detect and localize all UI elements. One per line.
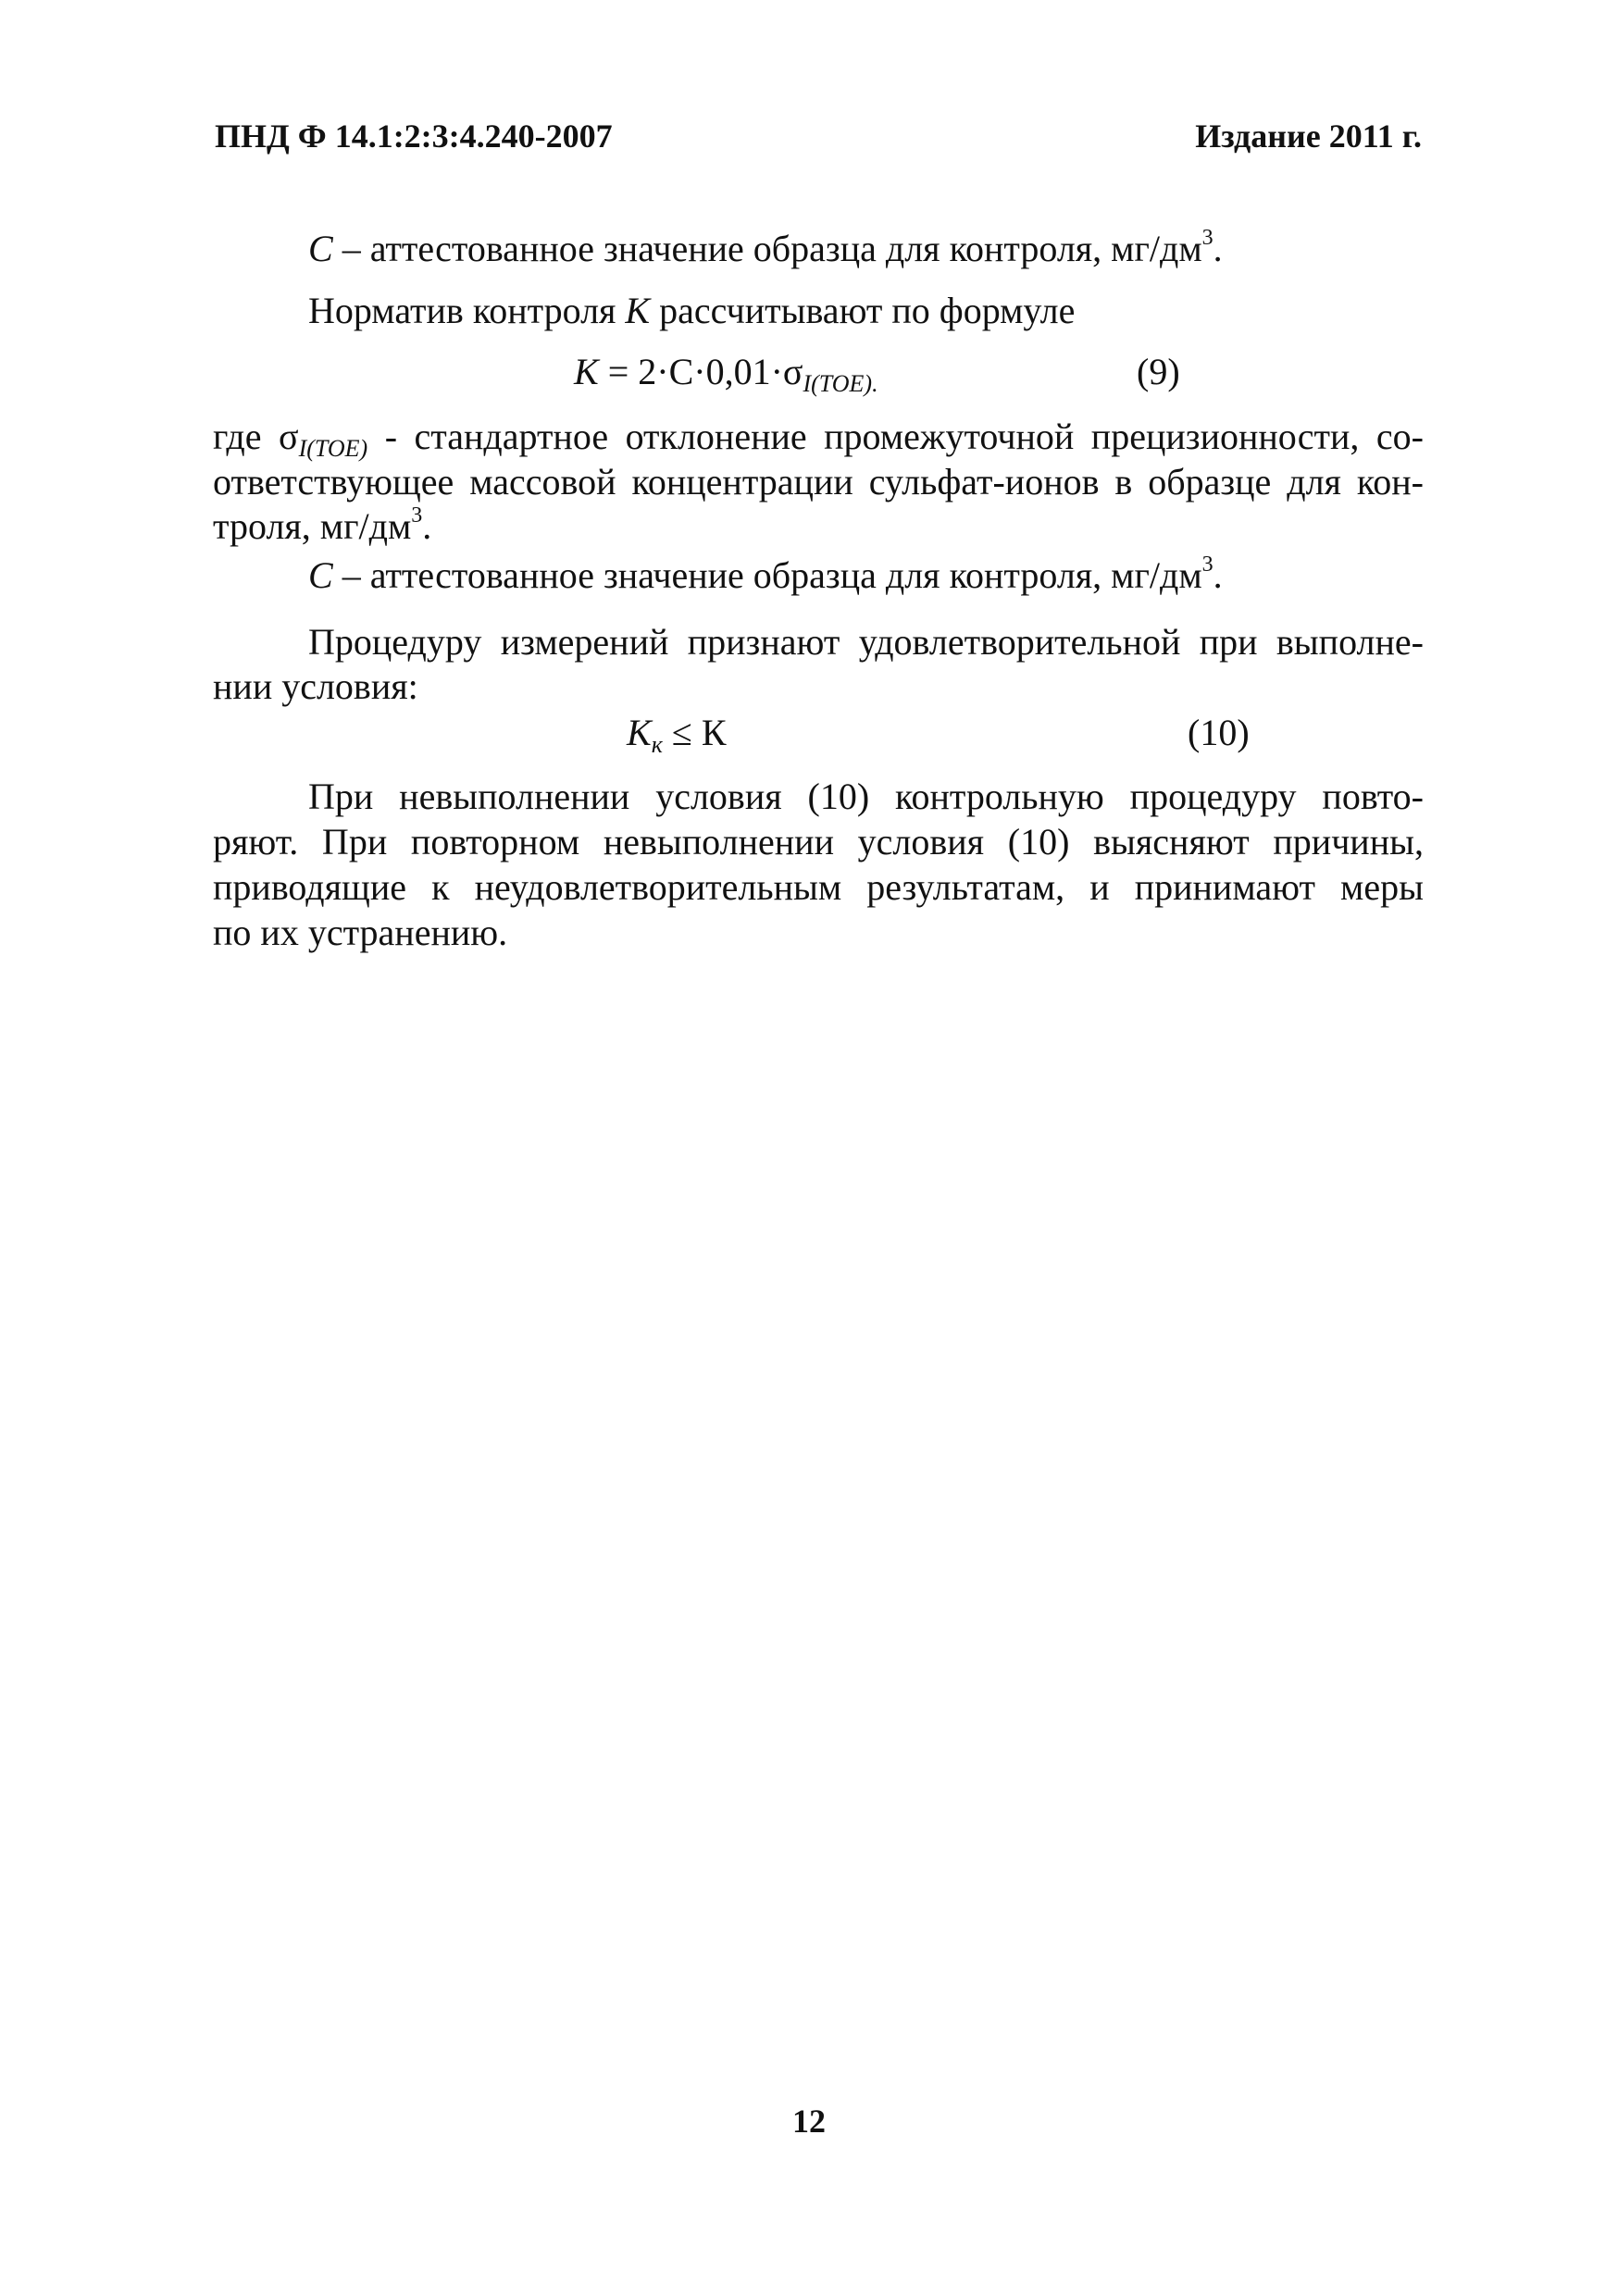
unit-exponent: 3: [1201, 226, 1214, 250]
edition-label: Издание 2011 г.: [1195, 118, 1422, 155]
formula-10-lhs: K: [627, 712, 652, 753]
failure-line-3-text: приводящие к неудовлетворительным результатам, и принимают меры: [213, 866, 1424, 908]
c-variable: C: [308, 228, 333, 269]
formula-10-subscript: к: [651, 731, 663, 758]
formula-10-rhs: ≤ К: [662, 712, 727, 753]
unit-exponent: 3: [411, 503, 423, 527]
line-end: .: [1213, 228, 1223, 269]
where-line-3-text: троля, мг/дм: [213, 505, 412, 547]
failure-line-2-text: ряют. При повторном невыполнении условия (10) выясняют причины,: [213, 821, 1424, 863]
formula-9: [574, 350, 878, 397]
formula-10: [627, 711, 727, 758]
document-code: ПНД Ф 14.1:2:3:4.240-2007: [215, 118, 613, 155]
norm-intro-pre: Норматив контроля: [308, 290, 626, 331]
c-definition-text: – аттестованное значение образца для контроля, мг/дм: [332, 228, 1202, 269]
line-end: .: [422, 505, 432, 547]
c-definition-line-1: [308, 227, 1223, 271]
line-end: .: [1213, 554, 1223, 596]
norm-intro-post: рассчитывают по формуле: [650, 290, 1076, 331]
equation-number-10: (10): [1188, 712, 1250, 753]
procedure-line-2: нии условия:: [213, 665, 418, 707]
formula-9-rhs: = 2·C·0,01·σ: [598, 351, 803, 392]
failure-line-4: по их устранению.: [213, 912, 508, 953]
where-post: - стандартное отклонение промежуточной прецизионности, со-: [367, 416, 1424, 457]
sigma-subscript: I(TOE): [298, 435, 368, 462]
failure-line-3: [213, 865, 1424, 910]
procedure-line-1-text: Процедуру измерений признают удовлетворительной при выполне-: [308, 621, 1424, 663]
where-line-1: [213, 415, 1424, 462]
failure-line-1: [308, 775, 1424, 819]
where-pre: где σ: [213, 416, 299, 457]
norm-intro-line: [308, 289, 1075, 333]
page-number: 12: [792, 2103, 826, 2140]
c-definition-line-2: [308, 553, 1223, 598]
where-line-2: [213, 460, 1424, 504]
failure-line-1-text: При невыполнении условия (10) контрольную процедуру повто-: [308, 776, 1424, 817]
c-variable: C: [308, 554, 333, 596]
procedure-line-1: [308, 620, 1424, 664]
where-line-2-text: ответствующее массовой концентрации сульфат-ионов в образце для кон-: [213, 461, 1424, 503]
formula-9-subscript: I(TOE).: [803, 370, 878, 397]
where-line-1-content: [213, 415, 1424, 462]
k-variable: K: [625, 290, 651, 331]
where-line-3: [213, 504, 431, 549]
c-definition-text: – аттестованное значение образца для контроля, мг/дм: [332, 554, 1202, 596]
formula-9-lhs: K: [574, 351, 599, 392]
equation-number-9: (9): [1137, 351, 1180, 392]
failure-line-2: [213, 820, 1424, 864]
unit-exponent: 3: [1201, 552, 1214, 577]
